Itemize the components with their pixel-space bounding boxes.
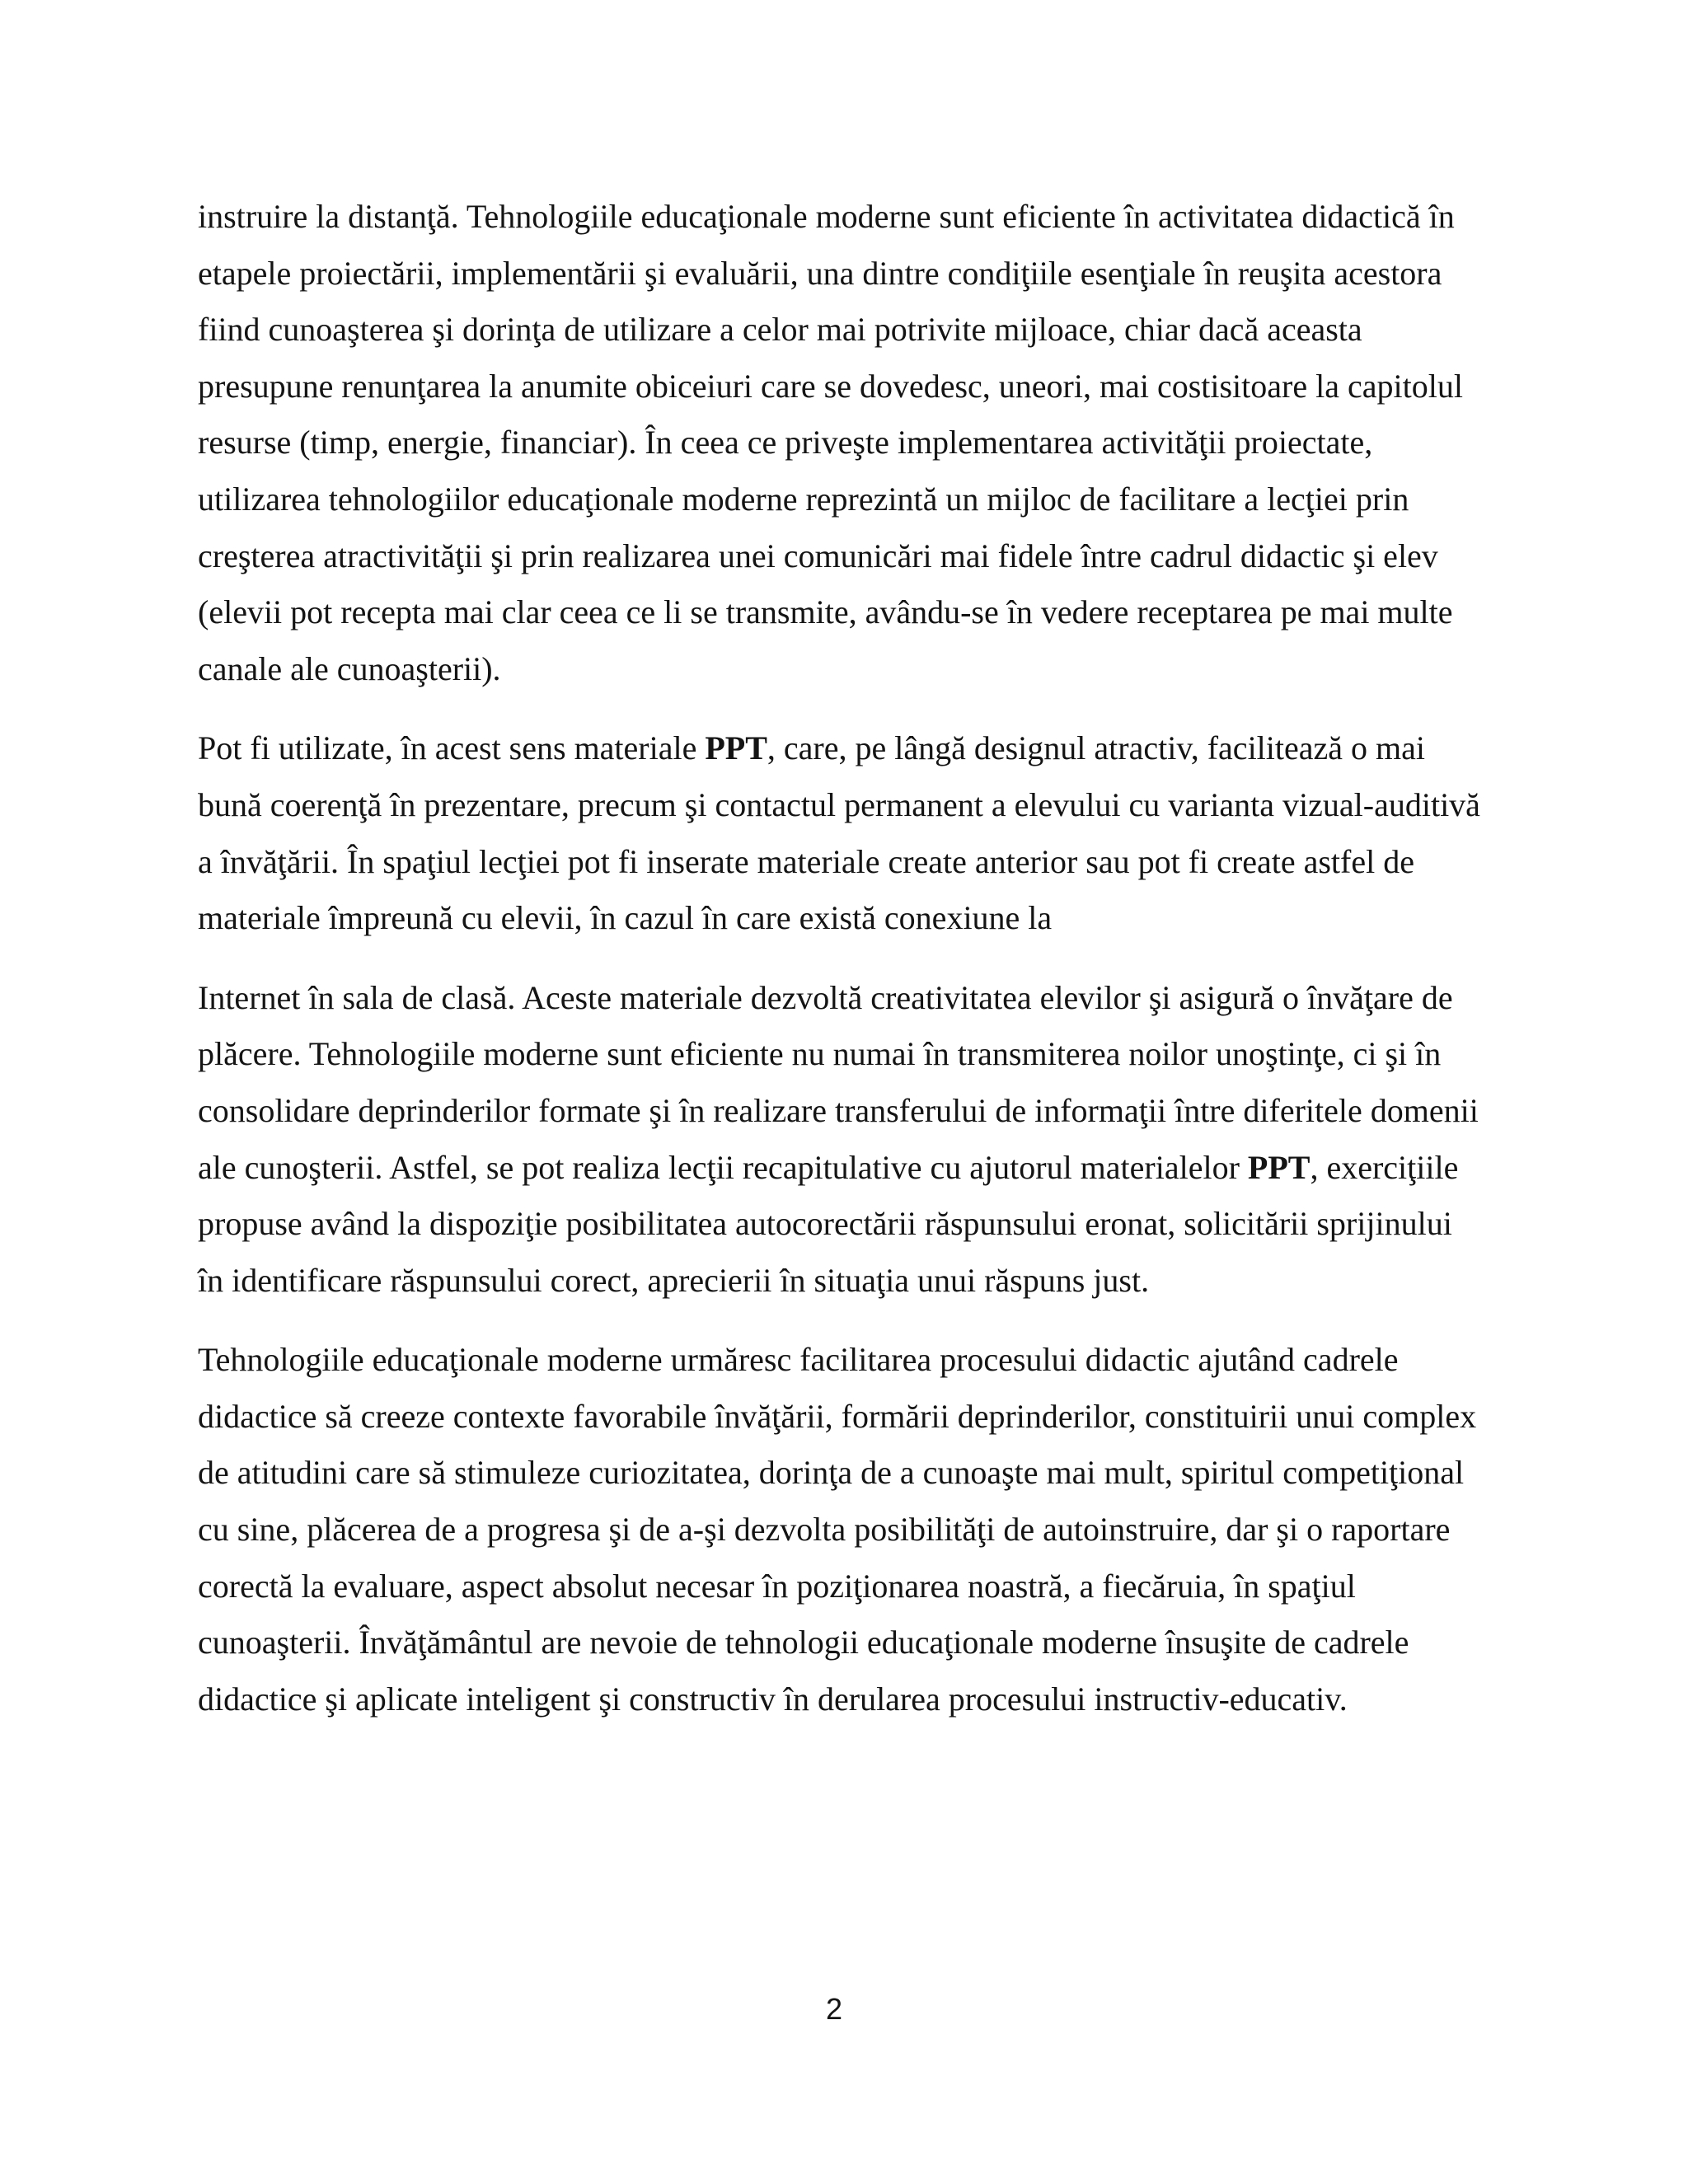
text-line: etapele proiectării, implementării şi evaluării, una dintre condiţiile esenţiale în reuşita acestora <box>198 254 1442 292</box>
text-segment: Pot fi utilizate, în acest sens materiale <box>198 729 706 767</box>
text-line: utilizarea tehnologiilor educaţionale moderne reprezintă un mijloc de facilitare a lecţiei prin <box>198 480 1409 518</box>
text-line: în identificare răspunsului corect, aprecierii în situaţia unui răspuns just. <box>198 1261 1150 1299</box>
text-segment: , exerciţiile <box>1310 1148 1459 1186</box>
text-line: cu sine, plăcerea de a progresa şi de a-şi dezvolta posibilităţi de autoinstruire, dar şi o raportare <box>198 1511 1451 1549</box>
text-line: bună coerenţă în prezentare, precum şi contactul permanent a elevului cu varianta vizual-auditivă <box>198 785 1480 823</box>
text-segment: ale cunoşterii. Astfel, se pot realiza lecţii recapitulative cu ajutorul materialelor <box>198 1148 1248 1186</box>
text-line: Internet în sala de clasă. Aceste materiale dezvoltă creativitatea elevilor şi asigură o învăţare de <box>198 978 1453 1016</box>
text-line: cunoaşterii. Învăţământul are nevoie de tehnologii educaţionale moderne însuşite de cadrele <box>198 1624 1409 1661</box>
text-line: didactice şi aplicate inteligent şi constructiv în derularea procesului instructiv-educativ. <box>198 1680 1348 1718</box>
page-number: 2 <box>825 1992 843 2026</box>
bold-term-ppt: PPT <box>705 729 767 767</box>
paragraph-3 <box>198 970 1533 1310</box>
text-segment: , care, pe lângă designul atractiv, facilitează o mai <box>767 729 1426 767</box>
page-body <box>198 189 1533 1750</box>
paragraph-1 <box>198 189 1533 697</box>
text-line: presupune renunţarea la anumite obiceiuri care se dovedesc, uneori, mai costisitoare la capitolul <box>198 367 1463 405</box>
text-line <box>198 720 1533 777</box>
text-line: corectă la evaluare, aspect absolut necesar în poziţionarea noastră, a fiecăruia, în spaţiul <box>198 1567 1356 1605</box>
text-line: consolidare deprinderilor formate şi în realizare transferului de informaţii între diferitele domenii <box>198 1091 1479 1129</box>
bold-term-ppt: PPT <box>1247 1148 1311 1186</box>
text-line: plăcere. Tehnologiile moderne sunt eficiente nu numai în transmiterea noilor unoştinţe, ci şi în <box>198 1035 1442 1073</box>
text-line: (elevii pot recepta mai clar ceea ce li se transmite, avându-se în vedere receptarea pe mai multe <box>198 593 1453 631</box>
paragraph-2 <box>198 720 1533 946</box>
text-line: fiind cunoaşterea şi dorinţa de utilizare a celor mai potrivite mijloace, chiar dacă aceasta <box>198 311 1362 349</box>
paragraph-4 <box>198 1332 1533 1727</box>
text-line: Tehnologiile educaţionale moderne urmăresc facilitarea procesului didactic ajutând cadrele <box>198 1341 1399 1379</box>
text-line: a învăţării. În spaţiul lecţiei pot fi inserate materiale create anterior sau pot fi create astfel de <box>198 842 1414 880</box>
text-line: de atitudini care să stimuleze curiozitatea, dorinţa de a cunoaşte mai mult, spiritul competiţional <box>198 1454 1465 1492</box>
text-line: propuse având la dispoziţie posibilitatea autocorectării răspunsului eronat, solicitării sprijinului <box>198 1205 1452 1243</box>
text-line: materiale împreună cu elevii, în cazul în care există conexiune la <box>198 899 1053 937</box>
text-line <box>198 1140 1533 1197</box>
text-line: resurse (timp, energie, financiar). În ceea ce priveşte implementarea activităţii proiectate, <box>198 424 1373 462</box>
text-line: didactice să creeze contexte favorabile învăţării, formării deprinderilor, constituirii unui complex <box>198 1397 1477 1435</box>
text-line: instruire la distanţă. Tehnologiile educaţionale moderne sunt eficiente în activitatea didactică în <box>198 198 1455 235</box>
text-line: creşterea atractivităţii şi prin realizarea unei comunicări mai fidele între cadrul didactic şi elev <box>198 537 1438 574</box>
text-line: canale ale cunoaşterii). <box>198 649 501 687</box>
